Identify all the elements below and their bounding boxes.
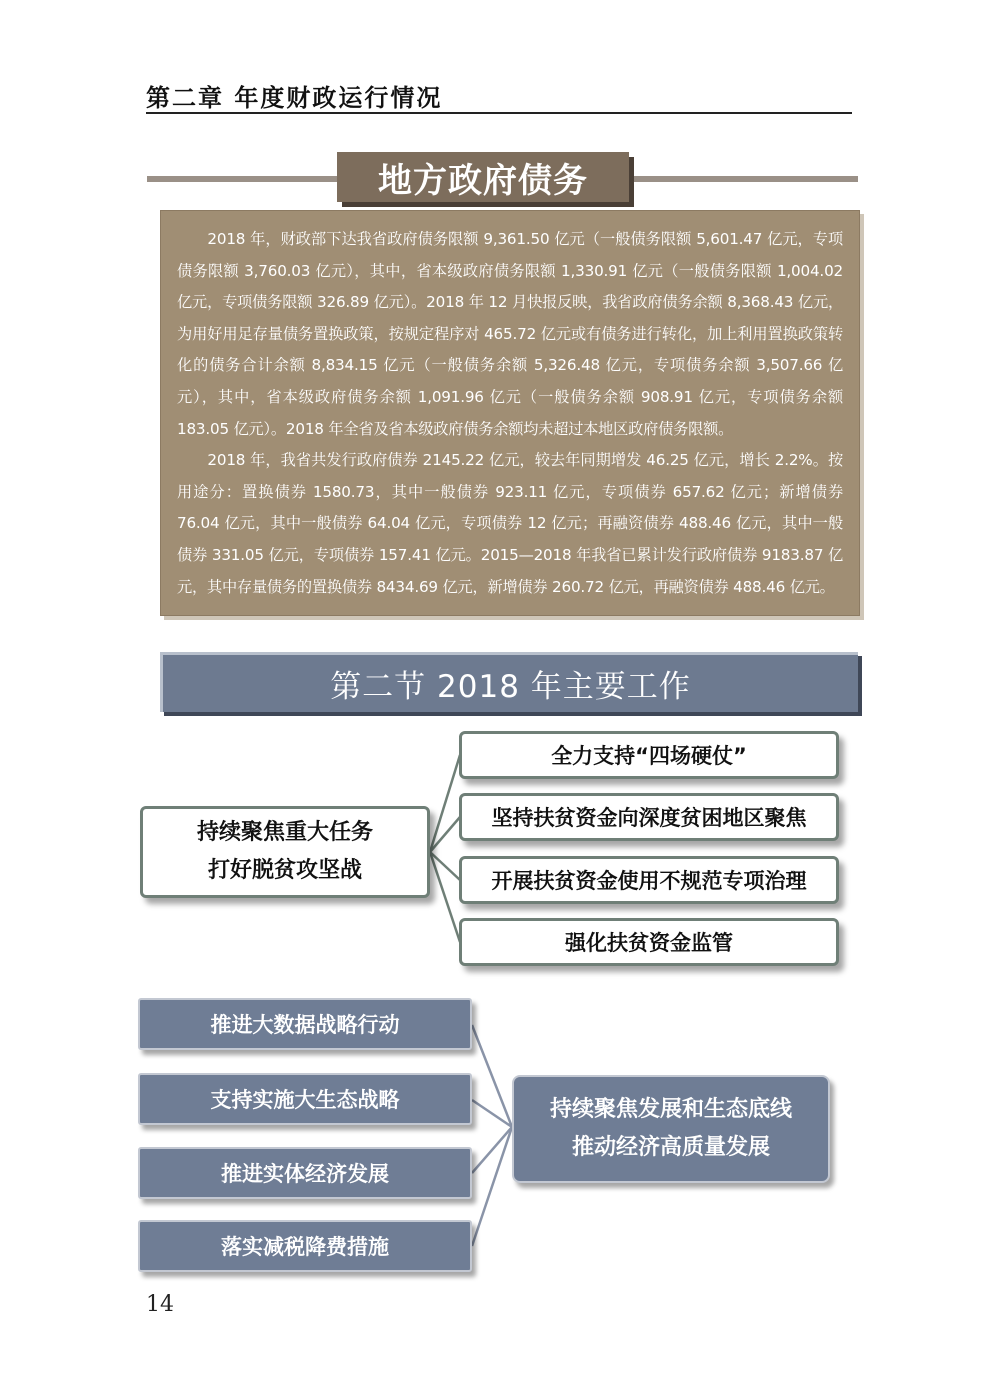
development-item-label: 推进实体经济发展 <box>221 1162 389 1186</box>
poverty-item-box <box>459 793 839 841</box>
chapter-title: 第二章 年度财政运行情况 <box>146 83 443 112</box>
development-item-label: 支持实施大生态战略 <box>210 1088 400 1112</box>
development-item-box <box>138 1073 472 1125</box>
debt-paragraph-2: 2018 年，我省共发行政府债券 2145.22 亿元，较去年同期增发 46.25 亿元，增长 2.2%。按用途分：置换债券 1580.73，其中一般债券 923.11 亿元，专项债券 657.62 亿元；新增债券 76.04 亿元，其中一般债券 64.04 亿元，专项债券 12 亿元；再融资债券 488.46 亿元，其中一般债券 331.05 亿元，专项债券 157.41 亿元。2015—2018 年我省已累计发行政府债券 9183.87 亿元，其中存量债务的置换债券 8434.69 亿元，新增债券 260.72 亿元，再融资债券 488.46 亿元。 <box>177 451 843 596</box>
development-item-box <box>138 1220 472 1272</box>
debt-section-title: 地方政府债务 <box>378 160 588 201</box>
development-main-line2: 推动经济高质量发展 <box>571 1135 770 1160</box>
poverty-item-box <box>459 856 839 904</box>
poverty-item-label: 坚持扶贫资金向深度贫困地区聚焦 <box>491 806 807 830</box>
poverty-item-label: 强化扶贫资金监管 <box>565 931 733 955</box>
development-main-line1: 持续聚焦发展和生态底线 <box>549 1097 792 1122</box>
poverty-item-label: 开展扶贫资金使用不规范专项治理 <box>491 869 807 893</box>
section2-title: 第二节 2018 年主要工作 <box>330 669 691 705</box>
poverty-item-label: 全力支持“四场硬仗” <box>551 744 747 768</box>
poverty-item-box <box>459 731 839 779</box>
poverty-main-box <box>140 806 430 898</box>
development-main-box <box>512 1075 830 1183</box>
debt-paragraph-1: 2018 年，财政部下达我省政府债务限额 9,361.50 亿元（一般债务限额 5,601.47 亿元，专项债务限额 3,760.03 亿元），其中，省本级政府债务限额 1,330.91 亿元（一般债务限额 1,004.02 亿元，专项债务限额 326.89 亿元）。2018 年 12 月快报反映，我省政府债务余额 8,368.43 亿元，为用好用足存量债务置换政策，按规定程序对 465.72 亿元或有债务进行转化，加上利用置换政策转化的债务合计余额 8,834.15 亿元（一般债务余额 5,326.48 亿元，专项债务余额 3,507.66 亿元），其中，省本级政府债务余额 1,091.96 亿元（一般债务余额 908.91 亿元，专项债务余额 183.05 亿元）。2018 年全省及省本级政府债务余额均未超过本地区政府债务限额。 <box>177 230 843 438</box>
development-item-box <box>138 1147 472 1199</box>
page-number: 14 <box>146 1292 174 1317</box>
development-item-box <box>138 998 472 1050</box>
poverty-main-line2: 打好脱贫攻坚战 <box>207 858 362 883</box>
poverty-item-box <box>459 918 839 966</box>
development-item-label: 推进大数据战略行动 <box>210 1013 400 1037</box>
development-item-label: 落实减税降费措施 <box>221 1235 389 1259</box>
poverty-main-line1: 持续聚焦重大任务 <box>196 820 373 845</box>
